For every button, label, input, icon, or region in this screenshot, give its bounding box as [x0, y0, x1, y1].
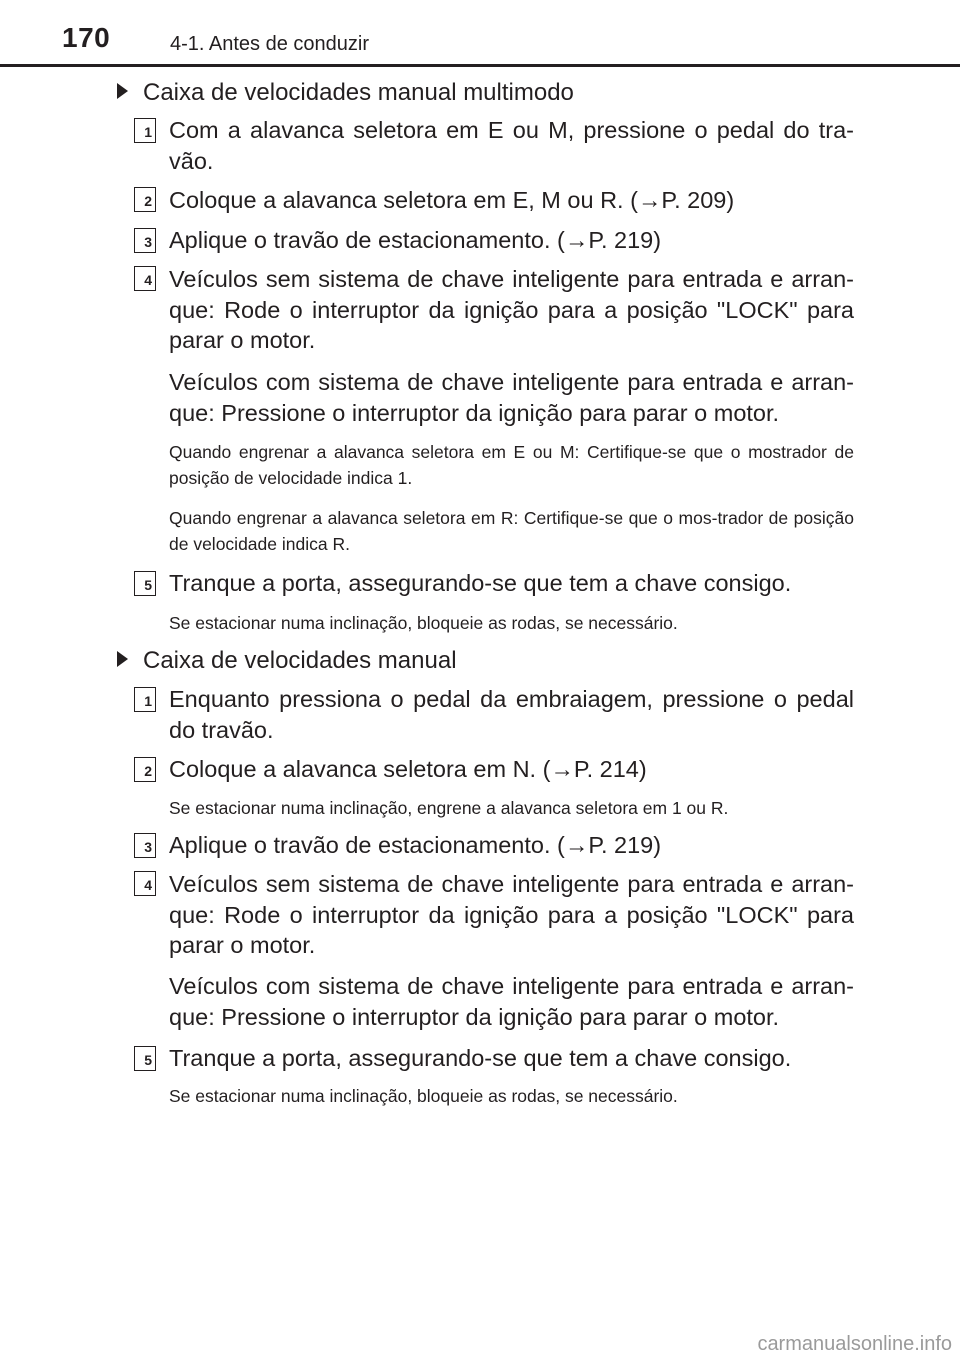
step-number-badge: 5: [134, 1046, 156, 1071]
step-number-badge: 1: [134, 118, 156, 143]
heading-text: Caixa de velocidades manual: [143, 647, 457, 674]
step-note: Quando engrenar a alavanca seletora em E ou M: Certifique-se que o mostrador de posição de velocidade indica 1.: [169, 442, 854, 488]
step-text: Coloque a alavanca seletora em N. (→P. 214): [169, 756, 647, 782]
step-note: Se estacionar numa inclinação, bloqueie as rodas, se necessário.: [169, 613, 678, 633]
step-text-alt: Veículos com sistema de chave inteligente para entrada e arran-que: Pressione o interruptor da ignição para parar o motor.: [169, 973, 854, 1030]
step-text: Veículos sem sistema de chave inteligente para entrada e arran-que: Rode o interruptor da ignição para a posição "LOCK" para parar o motor.: [169, 871, 854, 958]
step-number-badge: 2: [134, 757, 156, 782]
step-number-badge: 4: [134, 266, 156, 291]
step-text: Com a alavanca seletora em E ou M, pressione o pedal do tra-vão.: [169, 117, 854, 174]
step-text: Coloque a alavanca seletora em E, M ou R. (→P. 209): [169, 187, 735, 213]
step-text: Aplique o travão de estacionamento. (→P. 219): [169, 832, 662, 858]
step-text: Tranque a porta, assegurando-se que tem a chave consigo.: [169, 1045, 792, 1071]
header-rule: [0, 64, 960, 67]
step-note: Quando engrenar a alavanca seletora em R: Certifique-se que o mos-trador de posição de velocidade indica R.: [169, 508, 854, 554]
step-text-alt: Veículos com sistema de chave inteligente para entrada e arran-que: Pressione o interruptor da ignição para parar o motor.: [169, 369, 854, 426]
triangle-bullet-icon: [117, 83, 128, 99]
section-heading-multimode: [117, 77, 574, 108]
step-text: Tranque a porta, assegurando-se que tem a chave consigo.: [169, 570, 792, 596]
step-number-badge: 5: [134, 571, 156, 596]
step-number-badge: 1: [134, 687, 156, 712]
step-note: Se estacionar numa inclinação, bloqueie as rodas, se necessário.: [169, 1086, 678, 1106]
step-number-badge: 3: [134, 833, 156, 858]
step-note: Se estacionar numa inclinação, engrene a alavanca seletora em 1 ou R.: [169, 798, 729, 818]
section-heading-manual: [117, 645, 457, 676]
step-text: Enquanto pressiona o pedal da embraiagem, pressione o pedal do travão.: [169, 686, 854, 743]
step-number-badge: 2: [134, 187, 156, 212]
heading-text: Caixa de velocidades manual multimodo: [143, 79, 574, 106]
watermark: carmanualsonline.info: [757, 1333, 952, 1355]
step-number-badge: 3: [134, 228, 156, 253]
step-number-badge: 4: [134, 871, 156, 896]
step-text: Veículos sem sistema de chave inteligente para entrada e arran-que: Rode o interruptor da ignição para a posição "LOCK" para parar o motor.: [169, 266, 854, 353]
page-header: [0, 0, 960, 68]
step-text: Aplique o travão de estacionamento. (→P. 219): [169, 227, 662, 253]
triangle-bullet-icon: [117, 651, 128, 667]
section-title: 4-1. Antes de conduzir: [170, 33, 370, 55]
page-number: 170: [62, 22, 111, 53]
